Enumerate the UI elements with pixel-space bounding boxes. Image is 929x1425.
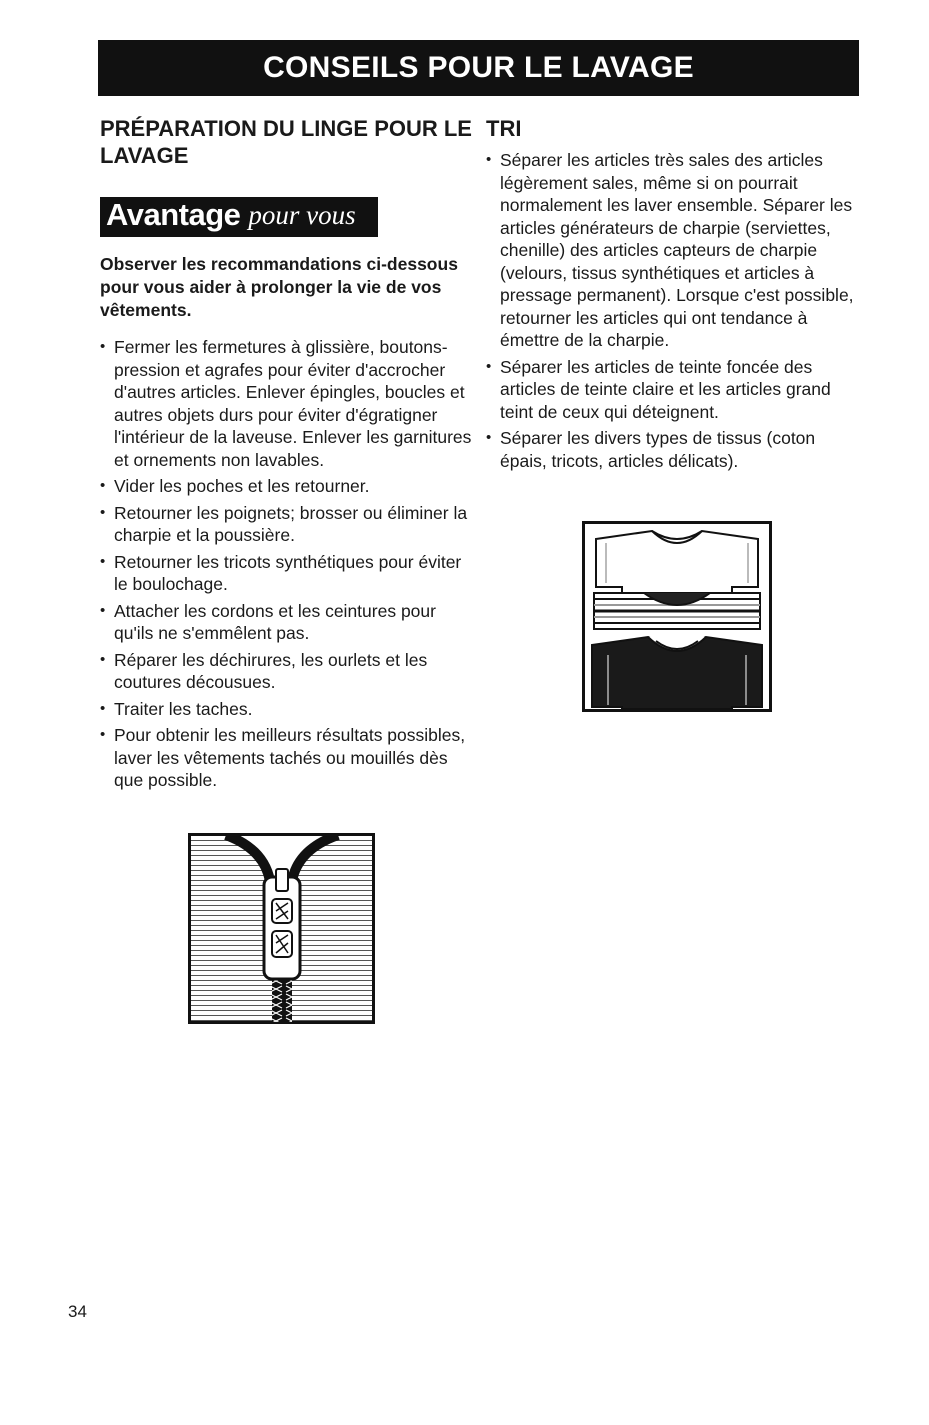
badge-word: Avantage: [106, 197, 241, 232]
list-item: • Séparer les articles très sales des articles légèrement sales, même si on pourrait normalement les laver ensemble. Séparer les articles générateurs de charpie (serviettes, chenille) des articles capteurs de charpie (velours, tissus synthétiques et articles à pressage permanent). Lorsque c'est possible, retourner les articles qui ont tendance à émettre de la charpie.: [486, 149, 866, 352]
preparation-list: [100, 336, 472, 792]
list-item: • Vider les poches et les retourner.: [100, 475, 472, 498]
intro-text: Observer les recommandations ci-dessous pour vous aider à prolonger la vie de vos vêtements.: [100, 254, 458, 320]
list-item: • Réparer les déchirures, les ourlets et les coutures décousues.: [100, 649, 472, 694]
list-item: • Séparer les articles de teinte foncée des articles de teinte claire et les articles grand teint de ceux qui déteignent.: [486, 356, 866, 424]
badge-sub: pour vous: [248, 199, 356, 230]
list-item: • Traiter les taches.: [100, 698, 472, 721]
page-banner: [98, 40, 859, 96]
striped-shirt-icon: [594, 593, 760, 629]
list-item: • Pour obtenir les meilleurs résultats possibles, laver les vêtements tachés ou mouillés dès que possible.: [100, 724, 472, 792]
banner-title: CONSEILS POUR LE LAVAGE: [263, 51, 694, 84]
avantage-badge-logo: [100, 197, 378, 237]
list-item: • Retourner les poignets; brosser ou éliminer la charpie et la poussière.: [100, 502, 472, 547]
section-heading-preparation: PRÉPARATION DU LINGE POUR LE LAVAGE: [100, 116, 472, 168]
stacked-shirts-illustration: [582, 521, 772, 712]
zipper-illustration: [188, 833, 375, 1024]
dark-shirt-icon: [592, 637, 762, 709]
zipper-slider-icon: [264, 877, 300, 979]
list-item: • Attacher les cordons et les ceintures pour qu'ils ne s'emmêlent pas.: [100, 600, 472, 645]
left-column: [100, 115, 472, 796]
section-heading-tri: TRI: [486, 116, 522, 141]
right-column: [486, 115, 866, 476]
list-item: • Fermer les fermetures à glissière, boutons-pression et agrafes pour éviter d'accrocher d'autres articles. Enlever épingles, boucles et autres objets durs pour éviter d'égratigner l'intérieur de la laveuse. Enlever les garnitures et ornements non lavables.: [100, 336, 472, 471]
list-item: • Séparer les divers types de tissus (coton épais, tricots, articles délicats).: [486, 427, 866, 472]
page-number: 34: [68, 1302, 87, 1321]
list-item: • Retourner les tricots synthétiques pour éviter le boulochage.: [100, 551, 472, 596]
sorting-list: [486, 149, 866, 472]
